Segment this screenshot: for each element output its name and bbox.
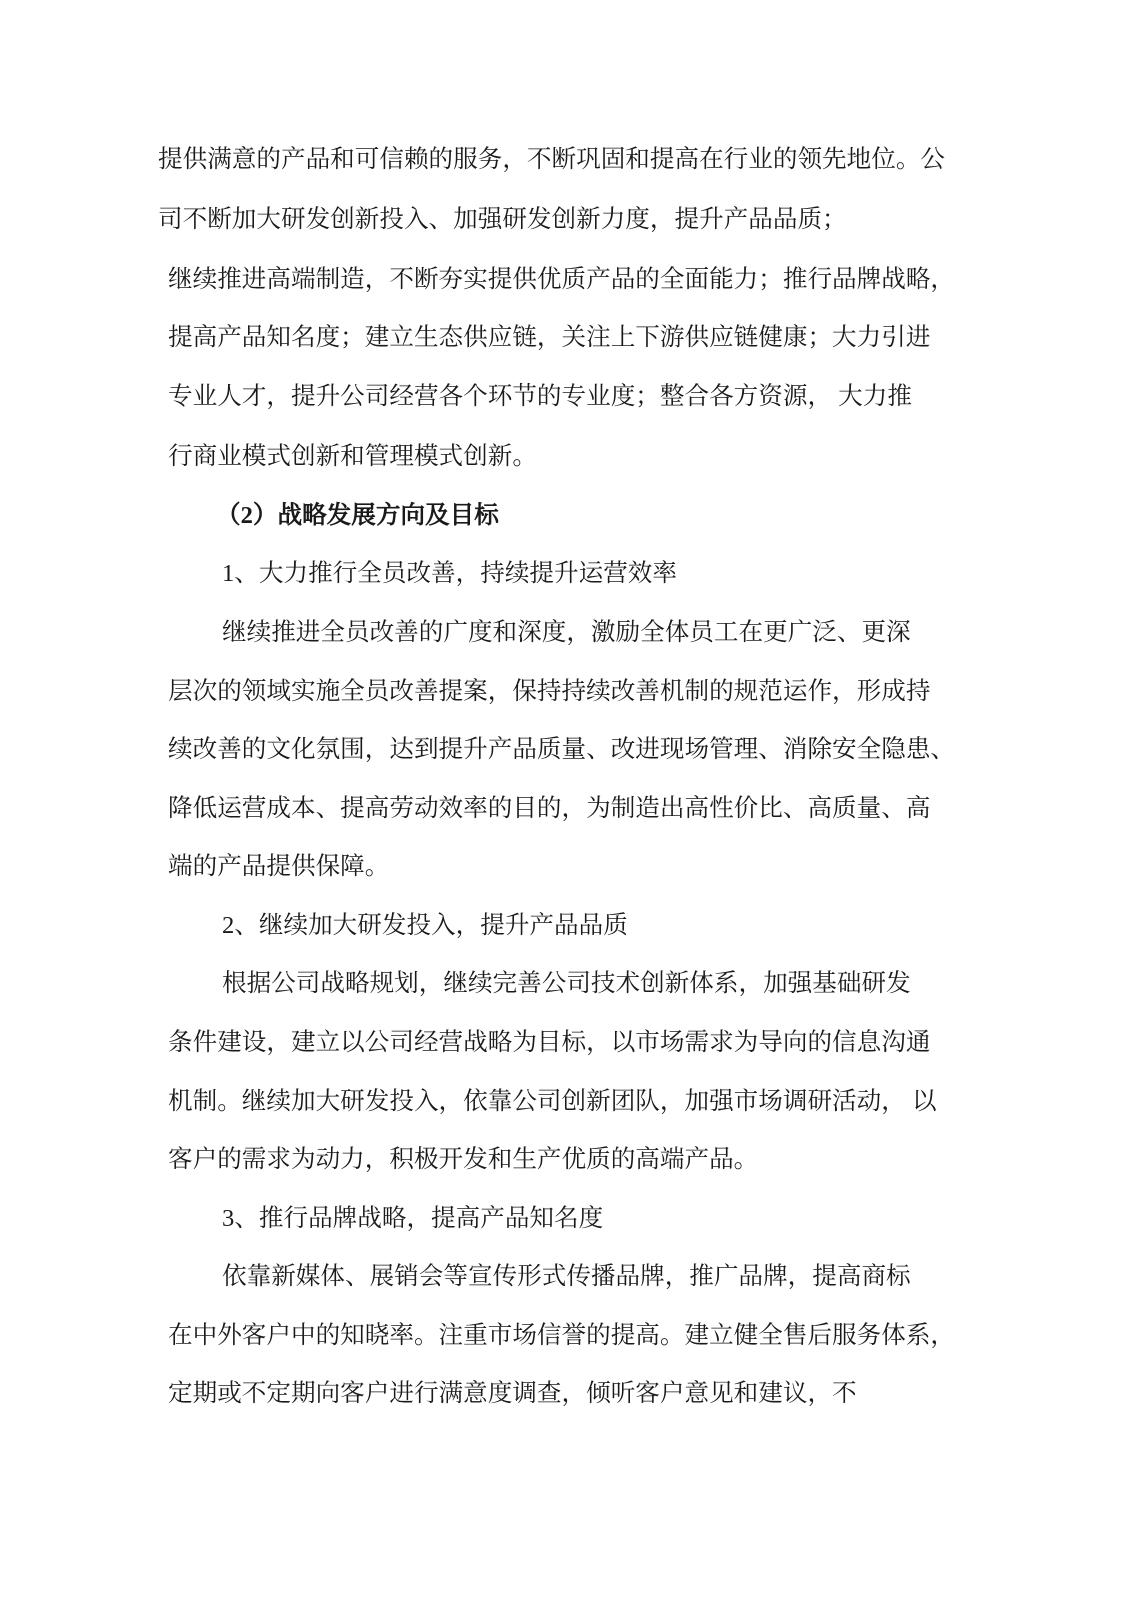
- text-line: 续改善的文化氛围，达到提升产品质量、改进现场管理、消除安全隐患、: [168, 736, 956, 763]
- text-line: 机制。继续加大研发投入，依靠公司创新团队，加强市场调研活动， 以: [168, 1088, 937, 1115]
- subsection-heading: 1、大力推行全员改善，持续提升运营效率: [222, 560, 677, 587]
- section-heading: （2）战略发展方向及目标: [216, 502, 499, 529]
- text-line: 定期或不定期向客户进行满意度调查，倾听客户意见和建议，不: [168, 1380, 857, 1407]
- subsection-heading: 3、推行品牌战略，提高产品知名度: [222, 1205, 604, 1232]
- text-line: 司不断加大研发创新投入、加强研发创新力度，提升产品品质；: [158, 206, 847, 233]
- text-line: 层次的领域实施全员改善提案，保持持续改善机制的规范运作，形成持: [168, 678, 931, 705]
- text-line: 提高产品知名度；建立生态供应链，关注上下游供应链健康；大力引进: [168, 324, 931, 351]
- text-line: 端的产品提供保障。: [168, 853, 390, 880]
- text-line: 客户的需求为动力，积极开发和生产优质的高端产品。: [168, 1146, 759, 1173]
- text-line: 条件建设，建立以公司经营战略为目标，以市场需求为导向的信息沟通: [168, 1029, 931, 1056]
- text-line: 依靠新媒体、展销会等宣传形式传播品牌，推广品牌，提高商标: [222, 1263, 911, 1290]
- text-line: 继续推进全员改善的广度和深度，激励全体员工在更广泛、更深: [222, 619, 911, 646]
- text-line: 根据公司战略规划，继续完善公司技术创新体系，加强基础研发: [222, 970, 911, 997]
- text-line: 提供满意的产品和可信赖的服务，不断巩固和提高在行业的领先地位。公: [158, 146, 946, 173]
- text-line: 行商业模式创新和管理模式创新。: [168, 443, 537, 470]
- subsection-heading: 2、继续加大研发投入，提升产品品质: [222, 912, 628, 939]
- text-line: 降低运营成本、提高劳动效率的目的，为制造出高性价比、高质量、高: [168, 795, 931, 822]
- text-line: 专业人才，提升公司经营各个环节的专业度；整合各方资源， 大力推: [168, 383, 912, 410]
- text-line: 继续推进高端制造，不断夯实提供优质产品的全面能力；推行品牌战略，: [168, 266, 956, 293]
- text-line: 在中外客户中的知晓率。注重市场信誉的提高。建立健全售后服务体系，: [168, 1322, 956, 1349]
